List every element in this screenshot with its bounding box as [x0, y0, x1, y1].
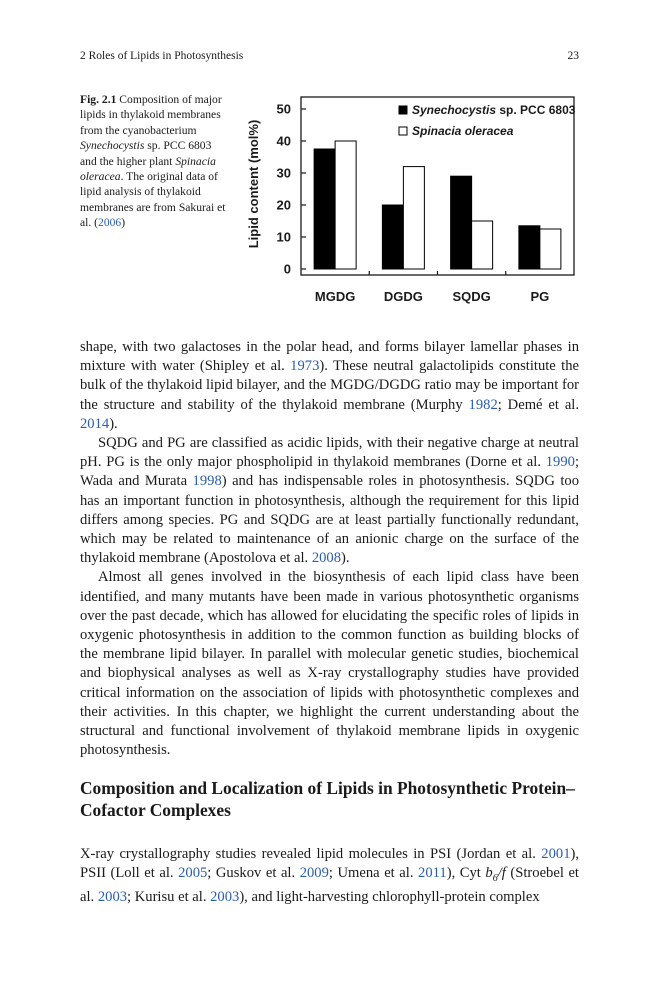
running-head — [80, 50, 579, 70]
citation-murphy-1982[interactable]: 1982 — [468, 396, 498, 413]
x-tick-labels — [315, 271, 549, 304]
caption-species-2: Spinacia oleracea — [80, 154, 216, 184]
legend-swatch-spinacia — [399, 127, 407, 135]
x-tick-label-dgdg: DGDG — [383, 289, 423, 304]
legend-label-spinacia: Spinacia oleracea — [412, 124, 514, 138]
citation-deme-2014[interactable]: 2014 — [80, 415, 110, 432]
y-tick-label-0: 0 — [283, 261, 291, 277]
body-text — [80, 338, 579, 760]
y-tick-label-20: 20 — [276, 197, 291, 213]
legend-swatch-synechocystis — [399, 106, 407, 114]
p4-text-b: ), PSII (Loll et al. — [80, 846, 579, 882]
citation-loll-2005[interactable]: 2005 — [178, 865, 208, 882]
x-tick-label-sqdg: SQDG — [452, 289, 491, 304]
p1-text-a: shape, with two galactoses in the polar head, and forms bilayer lamellar phases in mixture with water (Shipley et al. — [80, 339, 579, 375]
section-heading: Composition and Localization of Lipids in Photosynthetic Protein–Cofactor Complexes — [80, 778, 575, 820]
citation-guskov-2009[interactable]: 2009 — [299, 865, 329, 882]
citation-apostolova-2008[interactable]: 2008 — [311, 550, 342, 567]
bar-pg-synechocystis — [519, 226, 540, 269]
bar-mgdg-spinacia — [335, 141, 356, 269]
caption-species-1: Synechocystis — [80, 139, 145, 153]
caption-text-1: Composition of major lipids in thylakoid membranes from the cyanobacterium — [80, 93, 222, 137]
bar-sqdg-spinacia — [472, 221, 493, 269]
bar-dgdg-synechocystis — [382, 205, 403, 269]
p4-text-e: ), Cyt — [446, 865, 486, 882]
lipid-composition-chart — [236, 92, 580, 314]
paragraph-1 — [80, 338, 579, 434]
p1-text-b: ). These neutral galactolipids constitute the bulk of the thylakoid lipid bilayer, and the MGDG/DGDG ratio may be important for the structure and stability of the thylakoid membrane (Murphy — [80, 358, 579, 413]
y-axis-label: Lipid content (mol%) — [246, 119, 261, 249]
cyt-b-symbol: b — [485, 865, 493, 882]
caption-text-4: ) — [121, 216, 126, 230]
legend-label-synechocystis: Synechocystis sp. PCC 6803 — [412, 103, 576, 117]
citation-shipley-1973[interactable]: 1973 — [290, 358, 320, 375]
y-tick-label-40: 40 — [276, 133, 291, 149]
p1-text-c: ; Demé et al. — [497, 396, 580, 413]
p4-text-d: ; Umena et al. — [328, 865, 419, 882]
citation-jordan-2001[interactable]: 2001 — [541, 846, 571, 862]
chart-svg — [236, 92, 580, 314]
p1-text-d: ). — [109, 415, 118, 432]
paragraph-4 — [80, 845, 579, 908]
citation-stroebel-2003[interactable]: 2003 — [97, 889, 128, 906]
paragraph-2 — [80, 434, 579, 568]
cyt-subscript: 6 — [492, 873, 498, 885]
citation-wada-1998[interactable]: 1998 — [192, 473, 222, 490]
legend — [399, 103, 576, 138]
p4-text-c: ; Guskov et al. — [207, 865, 300, 882]
y-tick-label-30: 30 — [276, 165, 291, 181]
figure-caption — [80, 92, 228, 231]
x-tick-label-mgdg: MGDG — [314, 289, 356, 304]
x-tick-label-pg: PG — [530, 289, 550, 304]
caption-text-3: . The original data of lipid analysis of thylakoid membranes are from Sakurai et al. ( — [80, 170, 226, 230]
figure-label: Fig. 2.1 — [80, 93, 117, 106]
y-tick-label-50: 50 — [276, 101, 291, 117]
chapter-title: 2 Roles of Lipids in Photosynthesis — [80, 50, 244, 62]
p2-text-c: ) and has indispensable roles in photosynthesis. SQDG too has an important function in photosynthesis, although the requirement for this lipid differs among species. PG and SQDG are at least partially functionally redundant, which may be related to maintenance of an anionic charge on the surface of the thylakoid membrane (Apostolova et al. — [80, 473, 579, 567]
citation-dorne-1990[interactable]: 1990 — [545, 454, 575, 471]
cyt-f-symbol: /f — [497, 865, 506, 882]
bar-sqdg-synechocystis — [451, 176, 472, 269]
p4-text-f: (Stroebel et al. — [80, 865, 579, 906]
p2-text-b: ; Wada and Murata — [80, 454, 579, 490]
citation-kurisu-2003[interactable]: 2003 — [210, 889, 240, 906]
p4-text-h: ), and light-harvesting chlorophyll-protein complex — [239, 889, 540, 906]
body-text-section — [80, 845, 579, 908]
p4-text-g: ; Kurisu et al. — [127, 889, 211, 906]
p2-text-a: SQDG and PG are classified as acidic lipids, with their negative charge at neutral pH. PG is the only major phospholipid in thylakoid membranes (Dorne et al. — [80, 435, 579, 471]
bar-mgdg-synechocystis — [314, 149, 335, 269]
paragraph-3: Almost all genes involved in the biosynthesis of each lipid class have been identified, and many mutants have been made in various photosynthetic organisms over the past decade, which has allowed for elucidating the specific roles of lipids in oxygenic photosynthesis in addition to the common function as building blocks of the membrane lipid bilayer. In parallel with molecular genetic studies, biochemical and biophysical analyses as well as X-ray crystallography studies have provided critical information on the association of lipids with photosynthetic complexes and their activities. In this chapter, we highlight the current understanding about the structural and functional involvement of thylakoid membrane lipids in oxygenic photosynthesis. — [80, 569, 579, 759]
y-tick-label-10: 10 — [276, 229, 291, 245]
bar-pg-spinacia — [540, 229, 561, 269]
page-number: 23 — [567, 50, 579, 62]
caption-text-2: sp. PCC 6803 and the higher plant — [80, 139, 212, 168]
caption-citation-link[interactable]: 2006 — [98, 216, 122, 230]
bars — [314, 141, 561, 269]
p4-text-a: X-ray crystallography studies revealed lipid molecules in PSI (Jordan et al. — [80, 846, 542, 862]
p2-text-d: ). — [341, 550, 350, 567]
bar-dgdg-spinacia — [403, 167, 424, 269]
citation-umena-2011[interactable]: 2011 — [418, 865, 447, 882]
